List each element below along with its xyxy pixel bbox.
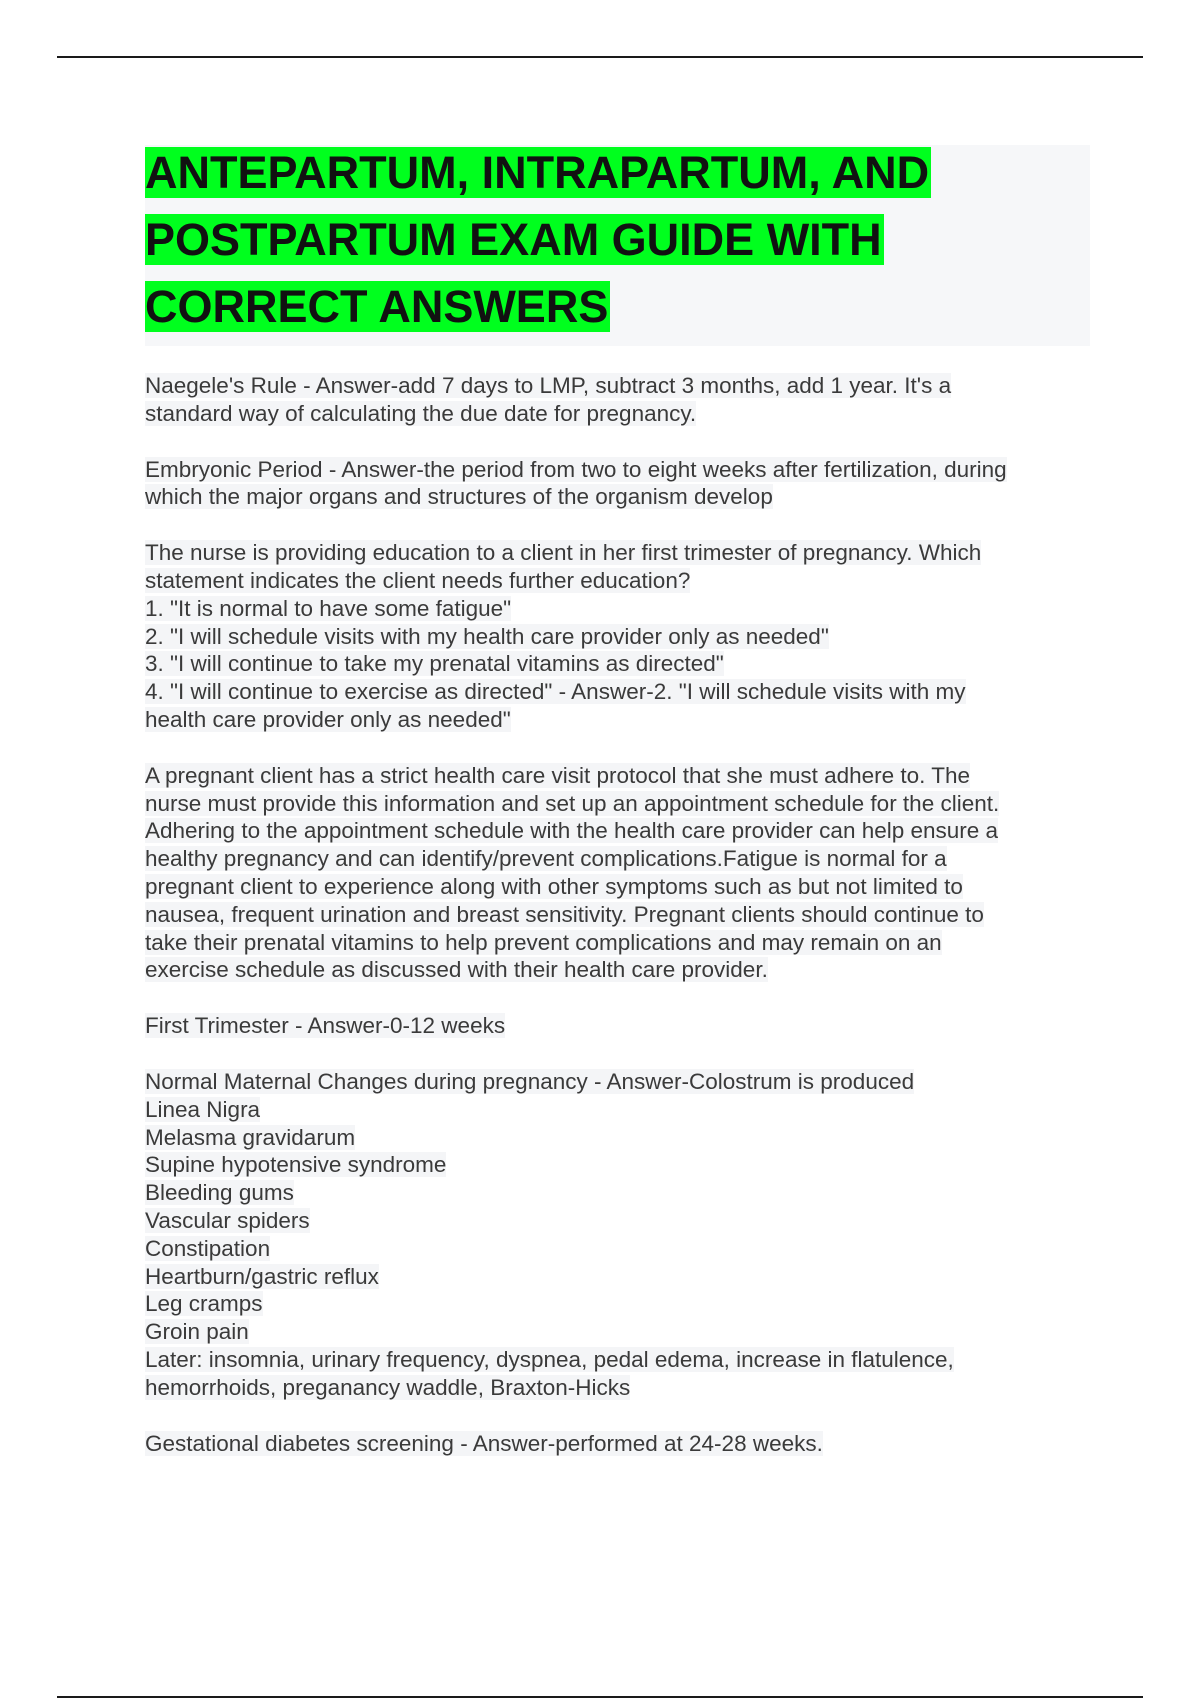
text-line bbox=[145, 1151, 1090, 1179]
text-line-content: Vascular spiders bbox=[145, 1207, 310, 1233]
text-line-content: A pregnant client has a strict health care visit protocol that she must adhere to. The bbox=[145, 762, 971, 788]
text-line-content: The nurse is providing education to a client in her first trimester of pregnancy. Which bbox=[145, 540, 982, 566]
text-line-content: Linea Nigra bbox=[145, 1096, 261, 1122]
text-line-content: standard way of calculating the due date for pregnancy. bbox=[145, 400, 697, 426]
text-line-content: hemorrhoids, preganancy waddle, Braxton-Hicks bbox=[145, 1374, 631, 1400]
text-line bbox=[145, 456, 1090, 484]
text-line-content: pregnant client to experience along with other symptoms such as but not limited to bbox=[145, 873, 963, 899]
text-line-content: 1. "It is normal to have some fatigue" bbox=[145, 595, 512, 621]
text-line bbox=[145, 623, 1090, 651]
text-line bbox=[145, 817, 1090, 845]
qa-list bbox=[145, 372, 1090, 1457]
title-line: ANTEPARTUM, INTRAPARTUM, AND bbox=[145, 147, 930, 198]
qa-item-first-trimester bbox=[145, 1012, 1090, 1040]
text-line bbox=[145, 1290, 1090, 1318]
text-line bbox=[145, 762, 1090, 790]
qa-item-embryonic-period bbox=[145, 456, 1090, 512]
text-line-content: nausea, frequent urination and breast sensitivity. Pregnant clients should continue to bbox=[145, 901, 984, 927]
text-line-content: nurse must provide this information and set up an appointment schedule for the client. bbox=[145, 790, 1000, 816]
text-line-content: 4. "I will continue to exercise as directed" - Answer-2. "I will schedule visits with my bbox=[145, 679, 966, 705]
text-line bbox=[145, 1374, 1090, 1402]
text-line bbox=[145, 1012, 1090, 1040]
text-line-content: 3. "I will continue to take my prenatal vitamins as directed" bbox=[145, 651, 724, 677]
text-line-content: statement indicates the client needs further education? bbox=[145, 567, 691, 593]
text-line bbox=[145, 567, 1090, 595]
text-line bbox=[145, 539, 1090, 567]
text-line-content: Gestational diabetes screening - Answer-performed at 24-28 weeks. bbox=[145, 1430, 823, 1456]
document-title bbox=[145, 145, 1090, 346]
text-line-content: Heartburn/gastric reflux bbox=[145, 1263, 379, 1289]
text-line bbox=[145, 845, 1090, 873]
text-line bbox=[145, 1318, 1090, 1346]
title-line: CORRECT ANSWERS bbox=[145, 281, 609, 332]
text-line-content: Leg cramps bbox=[145, 1291, 263, 1317]
text-line bbox=[145, 706, 1090, 734]
text-line bbox=[145, 678, 1090, 706]
text-line-content: Constipation bbox=[145, 1235, 271, 1261]
text-line-content: take their prenatal vitamins to help prevent complications and may remain on an bbox=[145, 929, 942, 955]
text-line bbox=[145, 1263, 1090, 1291]
text-line bbox=[145, 1124, 1090, 1152]
text-line bbox=[145, 1430, 1090, 1458]
qa-item-naegeles-rule bbox=[145, 372, 1090, 428]
qa-item-normal-maternal-changes bbox=[145, 1068, 1090, 1402]
text-line-content: exercise schedule as discussed with their health care provider. bbox=[145, 957, 768, 983]
top-rule bbox=[57, 56, 1143, 58]
title-line: POSTPARTUM EXAM GUIDE WITH bbox=[145, 214, 882, 265]
text-line-content: Adhering to the appointment schedule with the health care provider can help ensure a bbox=[145, 818, 999, 844]
text-line bbox=[145, 1096, 1090, 1124]
text-line-content: First Trimester - Answer-0-12 weeks bbox=[145, 1013, 506, 1039]
bottom-rule bbox=[57, 1696, 1143, 1698]
text-line bbox=[145, 400, 1090, 428]
text-line-content: Naegele's Rule - Answer-add 7 days to LMP, subtract 3 months, add 1 year. It's a bbox=[145, 373, 952, 398]
text-line bbox=[145, 929, 1090, 957]
text-line-content: health care provider only as needed" bbox=[145, 706, 511, 732]
text-line-content: Normal Maternal Changes during pregnancy - Answer-Colostrum is produced bbox=[145, 1068, 915, 1094]
text-line-content: Supine hypotensive syndrome bbox=[145, 1152, 447, 1178]
text-line bbox=[145, 1207, 1090, 1235]
text-line-content: 2. "I will schedule visits with my health care provider only as needed" bbox=[145, 623, 829, 649]
text-line bbox=[145, 650, 1090, 678]
qa-item-first-trimester-education-question bbox=[145, 539, 1090, 734]
text-line-content: Later: insomnia, urinary frequency, dyspnea, pedal edema, increase in flatulence, bbox=[145, 1346, 954, 1372]
qa-item-rationale bbox=[145, 762, 1090, 984]
text-line bbox=[145, 595, 1090, 623]
text-line-content: Embryonic Period - Answer-the period from two to eight weeks after fertilization, during bbox=[145, 456, 1007, 482]
text-line bbox=[145, 790, 1090, 818]
text-line-content: Groin pain bbox=[145, 1319, 249, 1345]
text-line-content: Bleeding gums bbox=[145, 1180, 294, 1206]
text-line-content: healthy pregnancy and can identify/prevent complications.Fatigue is normal for a bbox=[145, 846, 947, 872]
qa-item-gestational-diabetes-screening bbox=[145, 1430, 1090, 1458]
text-line bbox=[145, 956, 1090, 984]
text-line bbox=[145, 873, 1090, 901]
text-line bbox=[145, 1346, 1090, 1374]
text-line bbox=[145, 372, 1090, 400]
text-line bbox=[145, 901, 1090, 929]
text-line bbox=[145, 1179, 1090, 1207]
document-body bbox=[145, 145, 1090, 1485]
text-line bbox=[145, 1235, 1090, 1263]
text-line bbox=[145, 483, 1090, 511]
text-line-content: Melasma gravidarum bbox=[145, 1124, 356, 1150]
text-line-content: which the major organs and structures of the organism develop bbox=[145, 484, 773, 510]
text-line bbox=[145, 1068, 1090, 1096]
